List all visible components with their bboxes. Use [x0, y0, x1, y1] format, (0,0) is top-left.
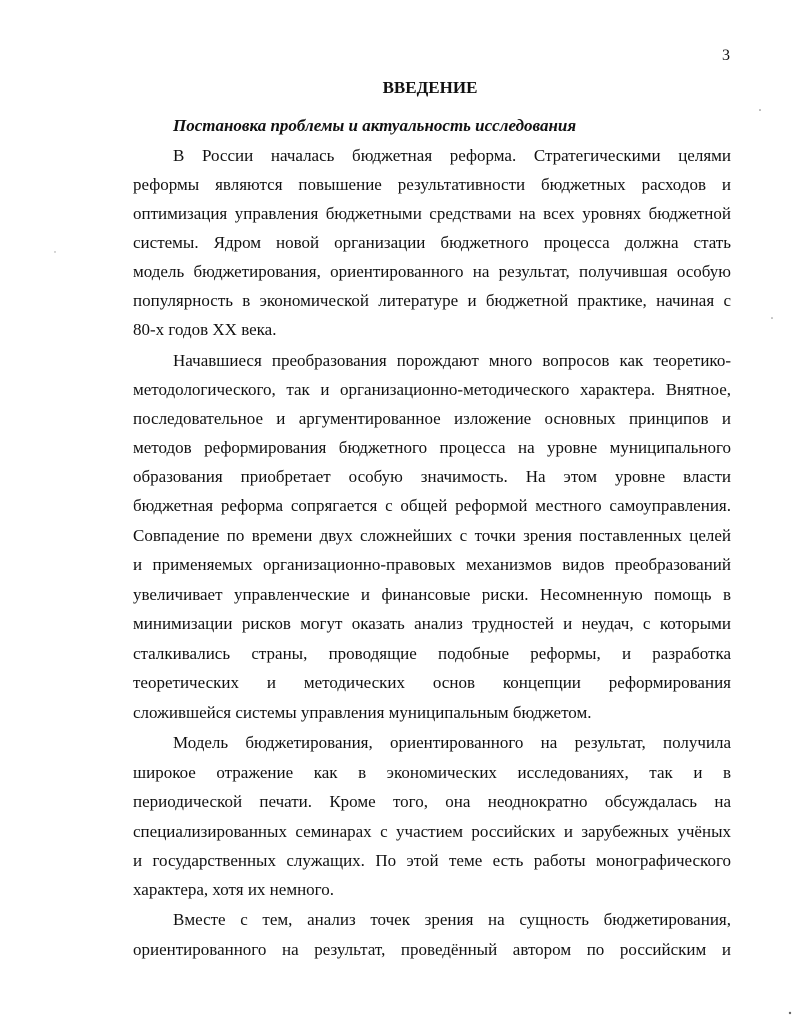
- scan-speck: [54, 251, 55, 252]
- section-heading: ВВЕДЕНИЕ: [382, 78, 478, 97]
- text-line-25: и государственных служащих. По этой теме есть работы монографического: [133, 851, 731, 870]
- text-line-16: увеличивает управленческие и финансовые риски. Несомненную помощь в: [133, 585, 731, 604]
- text-line-10: последовательное и аргументированное изложение основных принципов и: [133, 409, 731, 428]
- text-line-11: методов реформирования бюджетного процесса на уровне муниципального: [133, 438, 731, 457]
- text-line-12: образования приобретает особую значимость. На этом уровне власти: [133, 467, 731, 486]
- text-line-26: характера, хотя их немного.: [133, 880, 334, 899]
- text-line-14: Совпадение по времени двух сложнейших с точки зрения поставленных целей: [133, 526, 731, 545]
- text-line-21: Модель бюджетирования, ориентированного на результат, получила: [173, 733, 731, 752]
- text-line-8: Начавшиеся преобразования порождают много вопросов как теоретико-: [173, 351, 731, 370]
- text-line-17: минимизации рисков могут оказать анализ трудностей и неудач, с которыми: [133, 614, 731, 633]
- text-line-27: Вместе с тем, анализ точек зрения на сущность бюджетирования,: [173, 910, 731, 929]
- text-line-15: и применяемых организационно-правовых механизмов видов преобразований: [133, 555, 731, 574]
- text-line-28: ориентированного на результат, проведённый автором по российским и: [133, 940, 731, 959]
- section-subheading: Постановка проблемы и актуальность исследования: [173, 116, 577, 135]
- text-line-2: реформы являются повышение результативности бюджетных расходов и: [133, 175, 731, 194]
- text-line-6: популярность в экономической литературе и бюджетной практике, начиная с: [133, 291, 731, 310]
- scan-speck: [759, 109, 761, 111]
- scan-speck: [789, 1012, 791, 1014]
- text-line-19: теоретических и методических основ концепции реформирования: [133, 673, 731, 692]
- text-line-4: системы. Ядром новой организации бюджетного процесса должна стать: [133, 233, 731, 252]
- text-line-18: сталкивались страны, проводящие подобные реформы, и разработка: [133, 644, 731, 663]
- scan-speck: [771, 317, 773, 319]
- text-line-7: 80-х годов XX века.: [133, 320, 277, 339]
- text-line-24: специализированных семинарах с участием российских и зарубежных учёных: [133, 822, 731, 841]
- page-number: 3: [722, 47, 730, 64]
- text-line-5: модель бюджетирования, ориентированного на результат, получившая особую: [133, 262, 731, 281]
- text-line-9: методологического, так и организационно-методического характера. Внятное,: [133, 380, 731, 399]
- text-line-1: В России началась бюджетная реформа. Стратегическими целями: [173, 146, 731, 165]
- text-line-22: широкое отражение как в экономических исследованиях, так и в: [133, 763, 731, 782]
- text-line-23: периодической печати. Кроме того, она неоднократно обсуждалась на: [133, 792, 731, 811]
- text-line-20: сложившейся системы управления муниципальным бюджетом.: [133, 703, 592, 722]
- text-line-3: оптимизация управления бюджетными средствами на всех уровнях бюджетной: [133, 204, 731, 223]
- text-line-13: бюджетная реформа сопрягается с общей реформой местного самоуправления.: [133, 496, 731, 515]
